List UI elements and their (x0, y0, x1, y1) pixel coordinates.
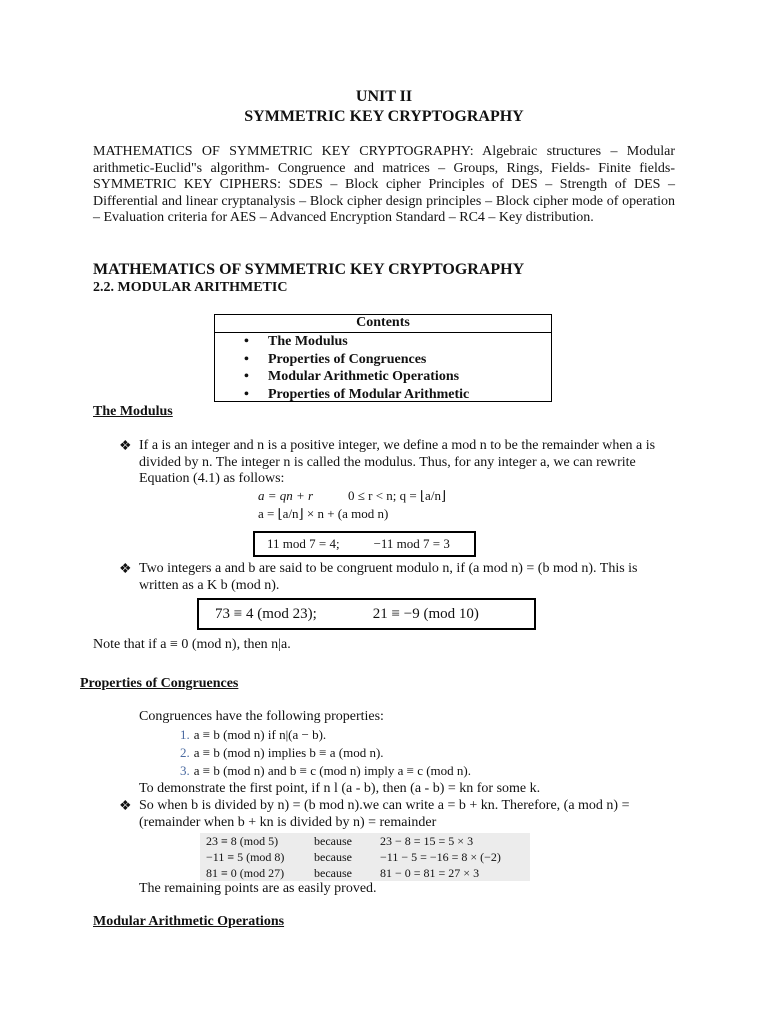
example-lhs: 23 ≡ 8 (mod 5) (206, 834, 279, 848)
intro-paragraph: MATHEMATICS OF SYMMETRIC KEY CRYPTOGRAPHY: Algebraic structures – Modular arithmetic-Euclid"s algorithm- Congruence and matrices – Groups, Rings, Fields- Finite fields- SYMMETRIC KEY CIPHERS: SDES – Block cipher Principles of DES – Strength of DES – Differential and linear cryptanalysis – Block cipher design principles – Block cipher mode of operation – Evaluation criteria for AES – Advanced Encryption Standard – RC4 – Key distribution. (93, 144, 675, 226)
example-because: because (314, 850, 352, 864)
congruences-heading: Properties of Congruences (80, 676, 239, 691)
remainder-paragraph: So when b is divided by n) = (b mod n).we can write a = b + kn. Therefore, (a mod n) = (remainder when b + kn is divided by n) = remainder (139, 798, 630, 830)
note-text: Note that if a ≡ 0 (mod n), then n|a. (93, 637, 291, 652)
operations-heading: Modular Arithmetic Operations (93, 914, 285, 929)
bullet-icon: ❖ (119, 562, 132, 577)
unit-label: UNIT II (355, 88, 413, 105)
example-congruence-1: 73 ≡ 4 (mod 23); (215, 605, 317, 622)
modulus-heading: The Modulus (93, 404, 173, 419)
property-text: a ≡ b (mod n) if n|(a − b). (193, 727, 327, 742)
section-title: MATHEMATICS OF SYMMETRIC KEY CRYPTOGRAPHY (93, 261, 525, 278)
equation-constraint: 0 ≤ r < n; q = ⌊a/n⌋ (348, 488, 447, 503)
example-lhs: 81 ≡ 0 (mod 27) (206, 866, 285, 880)
example-rhs: 81 − 0 = 81 = 27 × 3 (380, 866, 480, 880)
property-list (180, 726, 471, 780)
congruent-paragraph: Two integers a and b are said to be congruent modulo n, if (a mod n) = (b mod n). This is written as a K b (mod n). (139, 561, 638, 593)
contents-heading: Contents (215, 315, 551, 333)
table-row (200, 849, 530, 865)
modulus-paragraph: If a is an integer and n is a positive integer, we define a mod n to be the remainder when a is divided by n. The integer n is called the modulus. Thus, for any integer a, we can rewrite Equation (4.1) as follows: (139, 438, 656, 487)
contents-item: • Properties of Congruences (244, 351, 551, 369)
property-text: a ≡ b (mod n) implies b ≡ a (mod n). (193, 745, 384, 760)
property-text: a ≡ b (mod n) and b ≡ c (mod n) imply a ≡ c (mod n). (193, 763, 471, 778)
table-row (200, 833, 530, 849)
equation-division: a = qn + r (258, 488, 314, 503)
contents-item: • The Modulus (244, 333, 551, 351)
example-mod-positive: 11 mod 7 = 4; (267, 536, 340, 551)
closing-text: The remaining points are as easily proved. (139, 881, 377, 896)
contents-list (215, 333, 551, 403)
contents-item: • Properties of Modular Arithmetic (244, 386, 551, 404)
congruences-intro: Congruences have the following properties: (139, 709, 384, 724)
demo-text: To demonstrate the first point, if n l (a - b), then (a - b) = kn for some k. (139, 781, 541, 796)
section-subtitle: 2.2. MODULAR ARITHMETIC (93, 280, 288, 295)
contents-item: • Modular Arithmetic Operations (244, 368, 551, 386)
property-number: 1. (180, 727, 190, 742)
contents-box (214, 314, 552, 402)
example-lhs: −11 ≡ 5 (mod 8) (206, 850, 285, 864)
bullet-icon: ❖ (119, 799, 132, 814)
example-because: because (314, 834, 352, 848)
bullet-icon: ❖ (119, 439, 132, 454)
property-item (180, 744, 471, 762)
examples-table (200, 833, 530, 881)
example-mod-negative: −11 mod 7 = 3 (373, 536, 450, 551)
property-number: 2. (180, 745, 190, 760)
example-box-mod (253, 531, 476, 557)
page-title: SYMMETRIC KEY CRYPTOGRAPHY (244, 108, 524, 125)
example-rhs: −11 − 5 = −16 = 8 × (−2) (380, 850, 501, 864)
example-box-congruence (197, 598, 536, 630)
property-number: 3. (180, 763, 190, 778)
property-item (180, 726, 471, 744)
example-congruence-2: 21 ≡ −9 (mod 10) (372, 605, 479, 622)
example-rhs: 23 − 8 = 15 = 5 × 3 (380, 834, 474, 848)
property-item (180, 762, 471, 780)
table-row (200, 865, 530, 881)
example-because: because (314, 866, 352, 880)
equation-mod: a = ⌊a/n⌋ × n + (a mod n) (258, 506, 389, 521)
